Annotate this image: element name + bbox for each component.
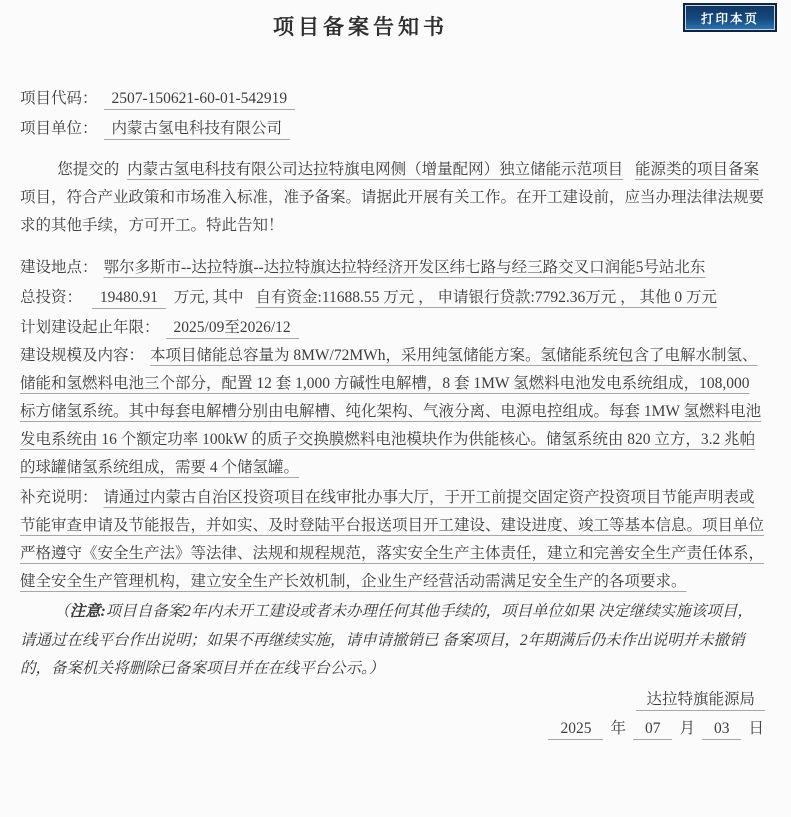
project-code-value: 2507-150621-60-01-542919 xyxy=(104,90,296,110)
investment-mid-text: 万元, 其中 xyxy=(173,289,244,306)
issue-date-year: 2025 xyxy=(548,720,603,740)
supplementary-notes-row xyxy=(20,484,765,596)
supplementary-notes-value: 请通过内蒙古自治区投资项目在线审批办事大厅，于开工前提交固定资产投资项目节能声明表或节能审查申请及节能报告，并如实、及时登陆平台报送项目开工建设、建设进度、竣工等基本信息。项目单位严格遵守《安全生产法》等法律、法规和规程规范，落实安全生产主体责任，建立和完善安全生产责任体系，健全安全生产管理机构，建立安全生产长效机制，企业生产经营活动需满足安全生产的各项要求。 xyxy=(20,489,765,590)
issue-date-row xyxy=(20,714,771,743)
issuing-authority: 达拉特旗能源局 xyxy=(636,691,765,711)
project-code-row xyxy=(20,84,765,114)
investment-total-value: 19480.91 xyxy=(92,289,166,309)
document-title: 项目备案告知书 xyxy=(273,15,448,39)
notice-emphasis: 注意: xyxy=(69,603,106,620)
project-name-value: 内蒙古氢电科技有限公司达拉特旗电网侧（增量配网）独立储能示范项目 xyxy=(127,161,624,178)
supplementary-notes-label: 补充说明： xyxy=(20,489,98,506)
location-label: 建设地点： xyxy=(20,259,98,276)
scale-value: 本项目储能总容量为 8MW/72MWh，采用纯氢储能方案。氢储能系统包含了电解水制氢、储能和氢燃料电池三个部分，配置 12 套 1,000 方碱性电解槽，8 套 1MW 氢燃料电池发电系统组成，108,000 标方储氢系统。其中每套电解槽分别由电解槽、纯化架构、气液分离、电源电控组成。每套 1MW 氢燃料电池发电系统由 16 个额定功率 100kW 的质子交换膜燃料电池模块作为供能核心。储氢系统由 820 立方，3.2 兆帕的球罐储氢系统组成，需要 4 个储氢罐。 xyxy=(20,347,762,476)
notice-open-paren: （ xyxy=(54,603,70,620)
project-category-value: 能源类的项目备案 xyxy=(634,161,759,178)
investment-breakdown-value: 自有资金:11688.55 万元 ， 申请银行贷款:7792.36万元 ， 其他 0 万元 xyxy=(255,289,717,306)
intro-paragraph xyxy=(20,156,765,240)
schedule-row xyxy=(20,314,765,342)
location-value: 鄂尔多斯市--达拉特旗--达拉特旗达拉特经济开发区纬七路与经三路交叉口润能5号站北东 xyxy=(103,259,706,276)
scale-row xyxy=(20,342,765,482)
header-fields xyxy=(20,84,765,144)
schedule-value: 2025/09至2026/12 xyxy=(166,319,299,339)
schedule-label: 计划建设起止年限： xyxy=(20,319,160,336)
print-page-button[interactable]: 打印本页 xyxy=(683,3,777,32)
intro-approval-text: 项目，符合产业政策和市场准入标准，准予备案。请据此开展有关工作。在开工建设前，应当办理法律法规要求的其他手续，方可开工。特此告知！ xyxy=(20,189,765,234)
notice-body-text: 项目自备案2年内未开工建设或者未办理任何其他手续的，项目单位如果 决定继续实施该项目，请通过在线平台作出说明；如果不再继续实施，请申请撤销已 备案项目，2年期满后仍未作出说明并未撤销的，备案机关将删除已备案项目并在在线平台公示。） xyxy=(20,603,753,677)
intro-lead: 您提交的 xyxy=(57,161,120,178)
investment-label: 总投资： xyxy=(20,289,83,306)
project-unit-label: 项目单位： xyxy=(20,120,98,137)
scale-label: 建设规模及内容： xyxy=(20,347,145,364)
location-row xyxy=(20,254,765,282)
issue-date-month-label: 月 xyxy=(679,719,695,737)
notice-paragraph xyxy=(20,598,765,684)
issuing-authority-row xyxy=(20,685,765,714)
project-unit-value: 内蒙古氢电科技有限公司 xyxy=(104,120,291,140)
investment-row xyxy=(20,284,765,312)
issue-date-day: 03 xyxy=(702,720,742,740)
issue-date-day-label: 日 xyxy=(748,719,764,737)
issue-date-month: 07 xyxy=(633,720,673,740)
project-unit-row xyxy=(20,114,765,144)
project-code-label: 项目代码： xyxy=(20,90,98,107)
issue-date-year-label: 年 xyxy=(610,719,626,737)
